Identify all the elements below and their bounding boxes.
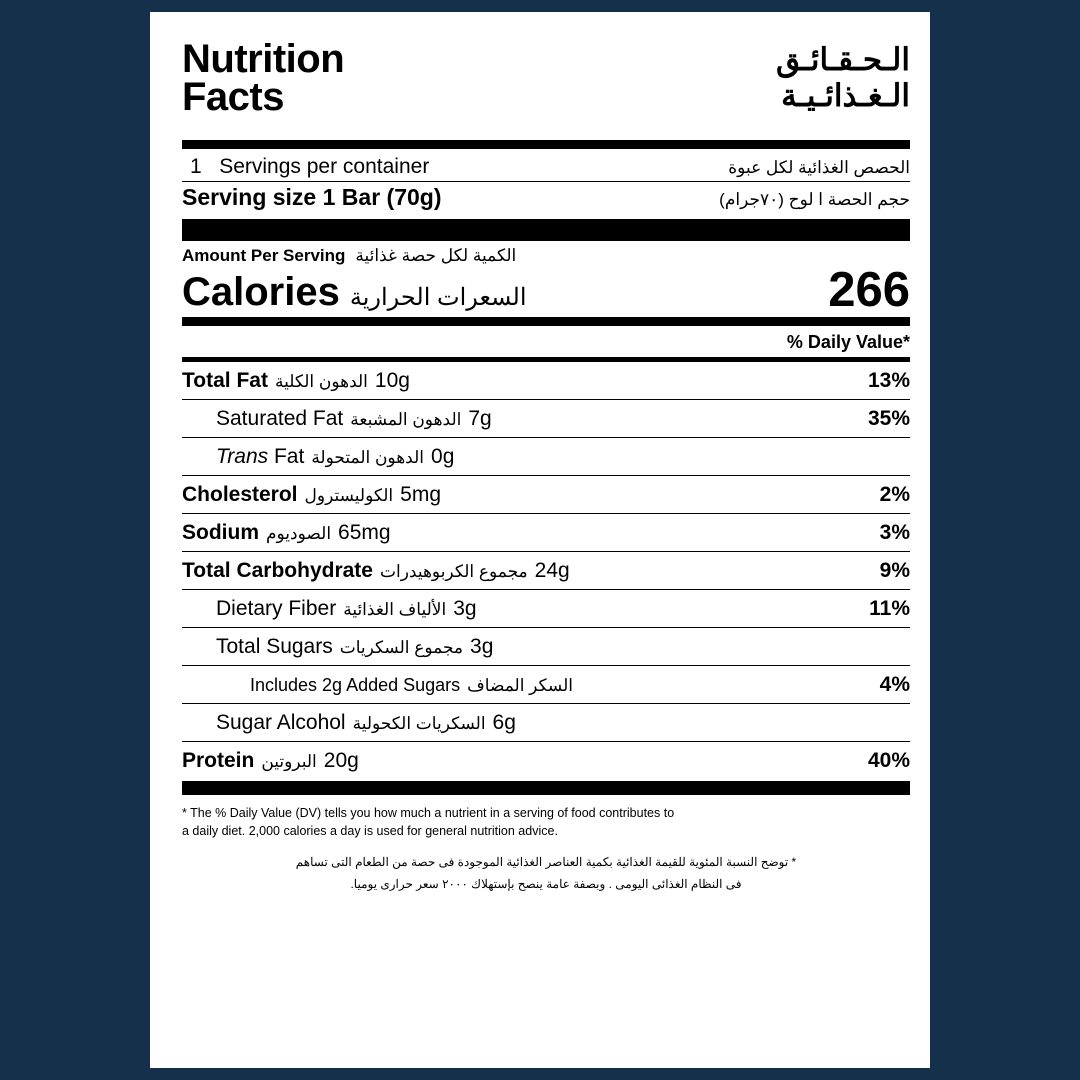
label-card [150,12,930,1068]
title-english-line2: Facts [182,75,284,119]
nutrient-daily-value: 4% [879,673,910,696]
servings-count: 1 [190,155,202,178]
nutrient-amount: 3g [470,635,494,658]
nutrient-row-total-carbohydrate [182,552,910,590]
trans-italic: Trans [216,445,269,468]
nutrient-name-arabic: الصوديوم [266,524,332,543]
nutrient-daily-value: 3% [879,521,910,544]
nutrient-daily-value: 35% [867,407,910,430]
nutrient-name-arabic: البروتين [261,752,317,771]
servings-per-container-english [182,155,429,179]
thick-divider-top [182,219,910,241]
nutrient-amount: 24g [534,559,570,582]
title-english-line1: Nutrition [182,37,345,81]
serving-size-arabic: حجم الحصة ا لوح (٧٠جرام) [719,190,910,209]
nutrient-row-total-fat [182,362,910,400]
nutrient-name: Includes 2g Added Sugars [250,675,461,695]
nutrient-daily-value: 40% [867,749,910,772]
servings-per-container-arabic: الحصص الغذائية لكل عبوة [728,158,910,177]
nutrient-row-added-sugars [182,666,910,704]
nutrient-name: Sodium [182,521,259,544]
nutrient-row-dietary-fiber [182,590,910,628]
title-english [182,37,522,119]
nutrient-amount: 5mg [400,483,442,506]
amount-per-serving-row [182,241,910,266]
calories-label-arabic: السعرات الحرارية [349,284,527,311]
nutrient-row-protein [182,742,910,779]
servings-text: Servings per container [219,155,430,178]
nutrient-row-saturated-fat [182,400,910,438]
nutrient-name: Sugar Alcohol [216,711,346,734]
footnote-arabic-line2: فى النظام الغذائى اليومى . وبصفة عامة ينصح بإستهلاك ٢٠٠٠ سعر حرارى يوميا. [350,876,742,891]
nutrient-row-total-sugars [182,628,910,666]
footnote-english [182,795,910,842]
nutrient-row-sugar-alcohol [182,704,910,742]
nutrient-daily-value: 11% [869,597,910,620]
nutrient-row-trans-fat [182,438,910,476]
footnote-arabic [182,842,910,895]
nutrient-name: Cholesterol [182,483,298,506]
footnote-english-line1: * The % Daily Value (DV) tells you how much a nutrient in a serving of food contributes to [182,806,675,820]
calories-label-english: Calories [182,270,340,314]
nutrient-amount: 3g [453,597,477,620]
nutrient-name-arabic: الدهون المتحولة [311,448,425,467]
nutrient-amount: 65mg [338,521,391,544]
amount-per-serving-english: Amount Per Serving [182,246,346,265]
nutrient-name-arabic: الدهون المشبعة [350,410,462,429]
servings-per-container-row [182,149,910,182]
nutrient-name-arabic: الألياف الغذائية [343,600,447,619]
nutrient-daily-value: 9% [879,559,910,582]
nutrition-facts-panel [182,37,910,895]
nutrient-amount: 6g [492,711,516,734]
title-arabic [580,42,910,113]
daily-value-header: % Daily Value* [182,326,910,362]
nutrient-amount: 0g [431,445,455,468]
nutrient-name: Saturated Fat [216,407,344,430]
thick-divider-bottom [182,781,910,795]
serving-size-row [182,182,910,217]
nutrient-name: Total Carbohydrate [182,559,373,582]
footnote-arabic-line1: * توضح النسبة المئوية للقيمة الغذائية بكمية العناصر الغذائية الموجودة فى حصة من الطعام التى تساهم [295,855,797,870]
nutrient-name-arabic: السكريات الكحولية [352,714,486,733]
nutrient-name-arabic: مجموع السكريات [339,638,464,657]
title-arabic-line2: الـغـذائـيـة [781,77,910,113]
nutrient-name: Total Sugars [216,635,333,658]
nutrient-row-cholesterol [182,476,910,514]
label-header [182,37,910,149]
nutrient-name: Total Fat [182,369,268,392]
nutrient-name: Dietary Fiber [216,597,337,620]
calories-labels [182,270,527,315]
title-arabic-line1: الـحـقـائـق [775,42,910,77]
nutrient-amount: 7g [468,407,492,430]
nutrient-row-sodium [182,514,910,552]
calories-value: 266 [828,263,910,317]
nutrient-name-arabic: الدهون الكلية [274,372,368,391]
serving-size-english: Serving size 1 Bar (70g) [182,184,442,210]
nutrient-name: Protein [182,749,255,772]
nutrient-name-arabic: السكر المضاف [467,676,573,695]
amount-per-serving-arabic: الكمية لكل حصة غذائية [355,246,517,265]
nutrient-name: Trans Fat [216,445,305,468]
nutrient-name-arabic: مجموع الكربوهيدرات [379,562,528,581]
nutrient-name-arabic: الكوليسترول [304,486,394,505]
nutrient-daily-value: 2% [879,483,910,506]
nutrient-amount: 20g [323,749,359,772]
nutrient-daily-value: 13% [867,369,910,392]
footnote-english-line2: a daily diet. 2,000 calories a day is used for general nutrition advice. [182,824,558,839]
calories-row [182,263,910,326]
nutrient-amount: 10g [374,369,410,392]
